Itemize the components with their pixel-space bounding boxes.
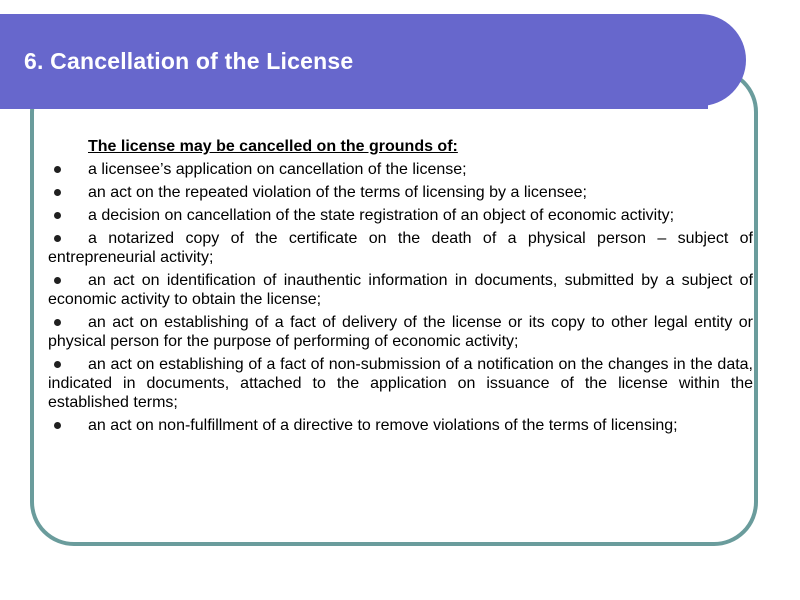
list-item [48, 229, 753, 267]
list-item [48, 183, 753, 202]
bullet-icon [54, 212, 61, 219]
list-item-text: an act on establishing of a fact of delivery of the license or its copy to other legal entity or physical person for the purpose of performing of economic activity; [48, 314, 753, 350]
title-bar [0, 14, 746, 106]
bullet-icon [54, 166, 61, 173]
list-item-text: an act on establishing of a fact of non-submission of a notification on the changes in the data, indicated in documents, attached to the application on issuance of the license within the established terms; [48, 356, 753, 411]
list-item [48, 355, 753, 412]
grounds-list [48, 160, 753, 435]
title-underline [0, 105, 708, 109]
list-item-text: an act on the repeated violation of the terms of licensing by a licensee; [88, 184, 587, 201]
bullet-icon [54, 235, 61, 242]
list-item-text: an act on non-fulfillment of a directive to remove violations of the terms of licensing; [88, 417, 678, 434]
slide-body [48, 137, 753, 439]
list-item [48, 313, 753, 351]
bullet-icon [54, 361, 61, 368]
bullet-icon [54, 189, 61, 196]
list-item-text: an act on identification of inauthentic information in documents, submitted by a subject of economic activity to obtain the license; [48, 272, 753, 308]
list-item [48, 416, 753, 435]
bullet-icon [54, 277, 61, 284]
bullet-icon [54, 422, 61, 429]
bullet-icon [54, 319, 61, 326]
list-item-text: a licensee’s application on cancellation of the license; [88, 161, 467, 178]
list-item [48, 271, 753, 309]
list-item [48, 160, 753, 179]
list-item-text: a decision on cancellation of the state registration of an object of economic activity; [88, 207, 675, 224]
slide-title: 6. Cancellation of the License [24, 48, 354, 74]
intro-text: The license may be cancelled on the grounds of: [88, 138, 458, 155]
list-item [48, 206, 753, 225]
list-item-text: a notarized copy of the certificate on the death of a physical person – subject of entrepreneurial activity; [48, 230, 753, 266]
